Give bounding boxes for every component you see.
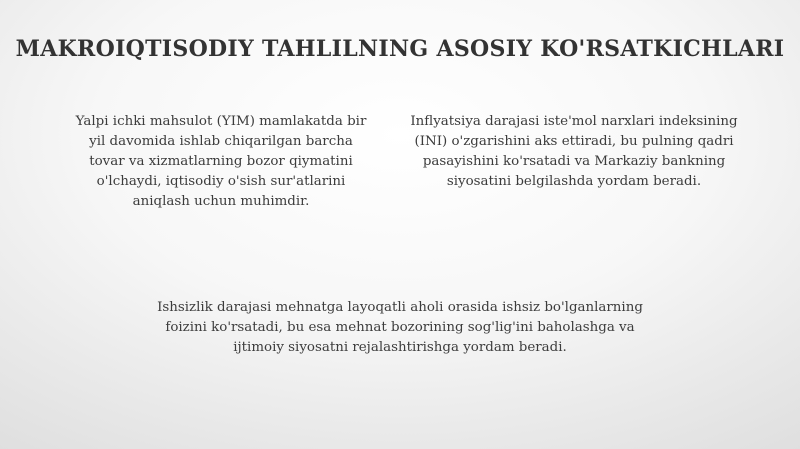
paragraph-gdp: [50, 112, 392, 212]
paragraph-line: Yalpi ichki mahsulot (YIM) mamlakatda bir: [75, 114, 367, 129]
paragraph-inflation: [398, 112, 750, 192]
paragraph-line: Ishsizlik darajasi mehnatga layoqatli aholi orasida ishsiz bo'lganlarning: [157, 300, 643, 315]
paragraph-line: yil davomida ishlab chiqarilgan barcha: [89, 134, 353, 149]
paragraph-line: Inflyatsiya darajasi iste'mol narxlari indeksining: [410, 114, 738, 129]
slide-title: MAKROIQTISODIY TAHLILNING ASOSIY KO'RSATKICHLARI: [15, 36, 785, 62]
paragraph-unemployment: [130, 298, 670, 358]
paragraph-line: ijtimoiy siyosatni rejalashtirishga yordam beradi.: [233, 340, 567, 355]
paragraph-line: (INI) o'zgarishini aks ettiradi, bu pulning qadri: [414, 134, 734, 149]
paragraph-line: pasayishini ko'rsatadi va Markaziy bankning: [422, 154, 726, 169]
paragraph-line: foizini ko'rsatadi, bu esa mehnat bozorining sog'lig'ini baholashga va: [165, 320, 635, 335]
paragraph-line: siyosatini belgilashda yordam beradi.: [446, 174, 702, 189]
paragraph-line: o'lchaydi, iqtisodiy o'sish sur'atlarini: [96, 174, 346, 189]
paragraph-line: aniqlash uchun muhimdir.: [132, 194, 310, 209]
paragraph-line: tovar va xizmatlarning bozor qiymatini: [89, 154, 353, 169]
